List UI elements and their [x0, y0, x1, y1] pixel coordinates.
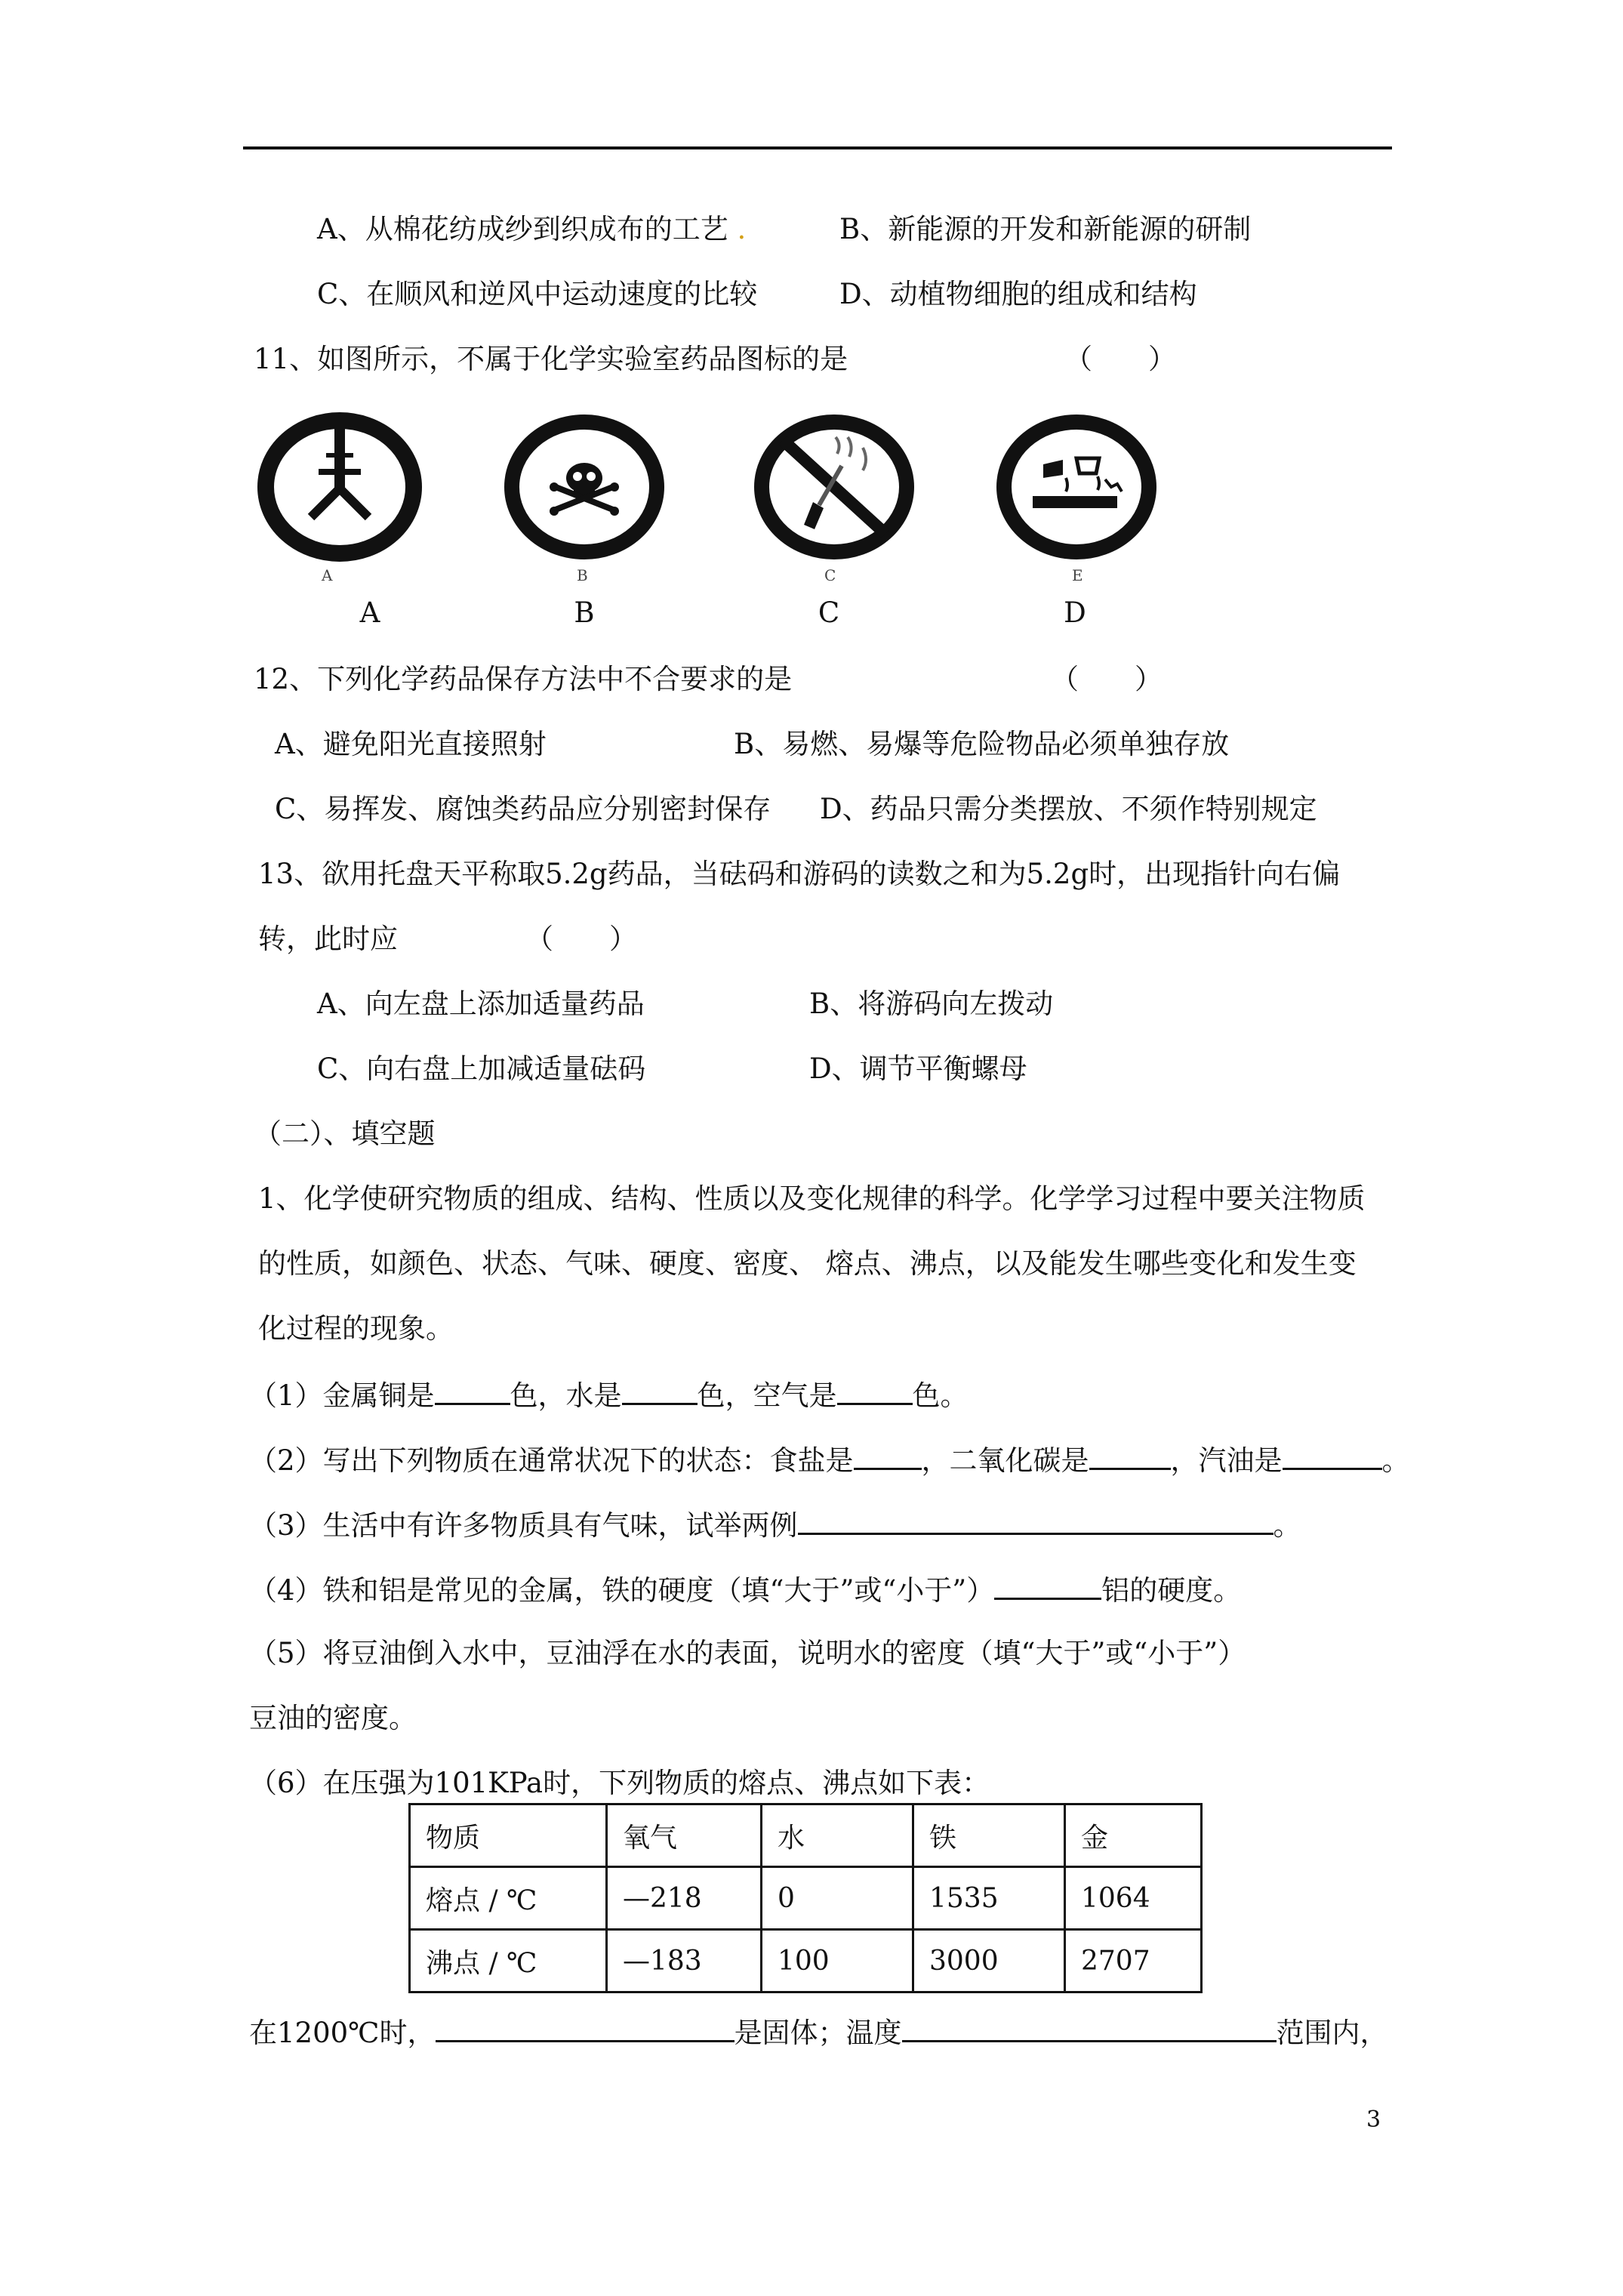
- header-rule: [243, 146, 1392, 149]
- q13-stem-line2: 转，此时应: [258, 923, 398, 955]
- icon-b-small-caption: B: [577, 566, 588, 584]
- q11-stem: 11、如图所示，不属于化学实验室药品图标的是: [254, 343, 848, 375]
- table-cell: 物质: [410, 1804, 607, 1867]
- table-row: [410, 1930, 1202, 1992]
- blank-temperature-range[interactable]: [902, 2013, 1277, 2042]
- q12-option-c: C、易挥发、腐蚀类药品应分别密封保存: [275, 793, 771, 825]
- properties-table: [408, 1803, 1203, 1993]
- blank-water-color[interactable]: [622, 1376, 698, 1405]
- table-cell: 3000: [913, 1930, 1065, 1992]
- paragraph-1-line-3: 化过程的现象。: [258, 1312, 454, 1345]
- icon-c-small-caption: C: [824, 566, 836, 584]
- icon-d-label: D: [1064, 596, 1086, 629]
- icon-a-small-caption: A: [322, 566, 333, 584]
- toxic-skull-icon: [501, 411, 667, 562]
- table-cell: 2707: [1065, 1930, 1202, 1992]
- q10-option-a: A、从棉花纺成纱到织成布的工艺 .: [317, 213, 747, 245]
- sub-question-5-line-1: （5）将豆油倒入水中，豆油浮在水的表面，说明水的密度（填“大于”或“小于”）: [249, 1637, 1246, 1669]
- table-cell: 100: [762, 1930, 913, 1992]
- table-cell: 铁: [913, 1804, 1065, 1867]
- blank-solid-substances[interactable]: [436, 2013, 735, 2042]
- q12-option-b: B、易燃、易爆等危险物品必须单独存放: [734, 728, 1230, 760]
- icon-c-label: C: [818, 596, 840, 629]
- paragraph-1-line-2: 的性质，如颜色、状态、气味、硬度、密度、 熔点、沸点，以及能发生哪些变化和发生变: [258, 1247, 1357, 1280]
- table-cell: —218: [607, 1867, 762, 1930]
- table-cell: —183: [607, 1930, 762, 1992]
- table-cell: 1535: [913, 1867, 1065, 1930]
- blank-gasoline-state[interactable]: [1283, 1441, 1382, 1470]
- sub-question-1: （1）金属铜是 色，水是 色，空气是 色。: [249, 1376, 969, 1414]
- sub-question-6: （6）在压强为101KPa时，下列物质的熔点、沸点如下表：: [249, 1767, 990, 1799]
- page-number: 3: [1366, 2106, 1381, 2133]
- table-cell: 1064: [1065, 1867, 1202, 1930]
- icon-a-label: A: [359, 596, 380, 629]
- q10-option-b: B、新能源的开发和新能源的研制: [839, 213, 1252, 245]
- icon-b-label: B: [574, 596, 595, 629]
- sub-question-5-line-2: 豆油的密度。: [249, 1702, 417, 1734]
- corrosive-icon: [993, 411, 1160, 562]
- q13-option-c: C、向右盘上加减适量砝码: [317, 1052, 646, 1085]
- blank-smell-examples[interactable]: [798, 1505, 1273, 1535]
- blank-co2-state[interactable]: [1089, 1441, 1171, 1470]
- q12-bracket: （ ）: [1051, 663, 1163, 695]
- table-cell: 沸点 / ℃: [410, 1930, 607, 1992]
- no-smoking-icon: [751, 411, 917, 562]
- last-line: 在1200℃时， 是固体；温度 范围内，: [249, 2013, 1388, 2051]
- blank-hardness-compare[interactable]: [994, 1570, 1101, 1600]
- table-cell: 氧气: [607, 1804, 762, 1867]
- q10-option-d: D、动植物细胞的组成和结构: [839, 278, 1197, 310]
- q11-bracket: （ ）: [1064, 343, 1176, 375]
- q13-option-b: B、将游码向左拨动: [809, 988, 1054, 1020]
- blank-salt-state[interactable]: [854, 1441, 922, 1470]
- q12-stem: 12、下列化学药品保存方法中不合要求的是: [254, 663, 793, 695]
- table-row: [410, 1867, 1202, 1930]
- q13-stem-line1: 13、欲用托盘天平称取5.2g药品，当砝码和游码的读数之和为5.2g时，出现指针向右偏: [258, 858, 1341, 890]
- table-cell: 金: [1065, 1804, 1202, 1867]
- table-header-row: [410, 1804, 1202, 1867]
- q13-option-a: A、向左盘上添加适量药品: [317, 988, 645, 1020]
- sub-question-4: （4）铁和铝是常见的金属，铁的硬度（填“大于”或“小于”） 铝的硬度。: [249, 1570, 1241, 1609]
- paragraph-1-line-1: 1、化学使研究物质的组成、结构、性质以及变化规律的科学。化学学习过程中要关注物质: [258, 1182, 1366, 1215]
- table-cell: 0: [762, 1867, 913, 1930]
- q13-option-d: D、调节平衡螺母: [809, 1052, 1027, 1085]
- icon-d-small-caption: E: [1072, 566, 1083, 584]
- q10-option-c: C、在顺风和逆风中运动速度的比较: [317, 278, 758, 310]
- explosive-icon: [257, 411, 423, 562]
- q12-option-d: D、药品只需分类摆放、不须作特别规定: [820, 793, 1317, 825]
- sub-question-2: （2）写出下列物质在通常状况下的状态：食盐是 ，二氧化碳是 ，汽油是 。: [249, 1441, 1410, 1479]
- q12-option-a: A、避免阳光直接照射: [275, 728, 547, 760]
- q13-bracket: （ ）: [525, 923, 637, 955]
- section-title: （二）、填空题: [254, 1117, 436, 1150]
- table-cell: 水: [762, 1804, 913, 1867]
- blank-copper-color[interactable]: [435, 1376, 510, 1405]
- table-cell: 熔点 / ℃: [410, 1867, 607, 1930]
- sub-question-3: （3）生活中有许多物质具有气味，试举两例 。: [249, 1505, 1301, 1544]
- blank-air-color[interactable]: [837, 1376, 913, 1405]
